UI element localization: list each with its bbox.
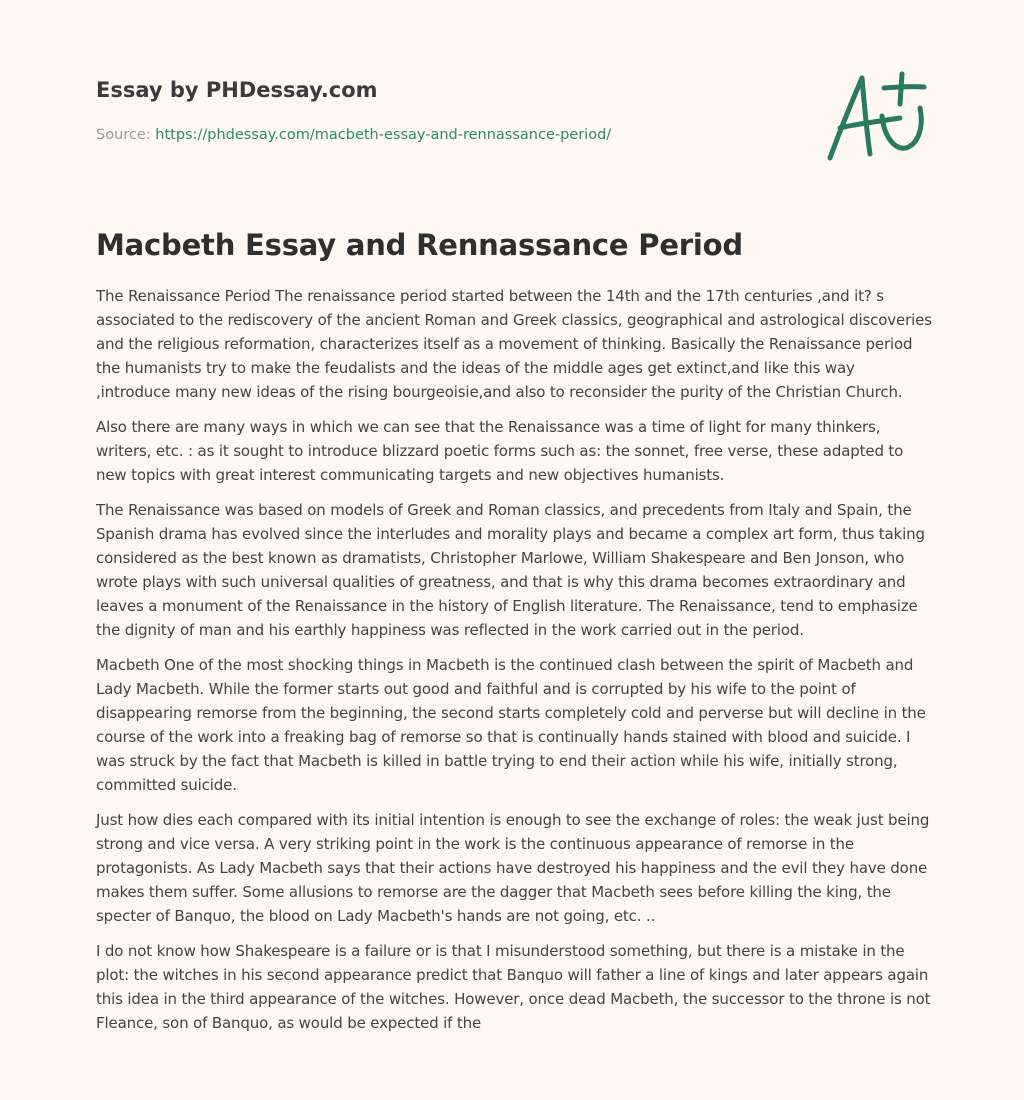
essay-title: Macbeth Essay and Rennassance Period: [96, 228, 743, 262]
site-title: Essay by PHDessay.com: [96, 78, 378, 102]
site-header: [96, 76, 796, 145]
essay-paragraph: The Renaissance Period The renaissance period started between the 14th and the 17th centuries ,and it? s associated to the rediscovery of the ancient Roman and Greek classics, geographical and astrological discoveries and the religious reformation, characterizes itself as a movement of thinking. Basically the Renaissance period the humanists try to make the feudalists and the ideas of the middle ages get extinct,and like this way ,introduce many new ideas of the rising bourgeoisie,and also to reconsider the purity of the Christian Church.: [96, 287, 932, 401]
essay-body: [96, 284, 932, 1046]
essay-paragraph: I do not know how Shakespeare is a failure or is that I misunderstood something, but there is a mistake in the plot: the witches in his second appearance predict that Banquo will father a line of kings and later appears again this idea in the third appearance of the witches. However, once dead Macbeth, the successor to the throne is not Fleance, son of Banquo, as would be expected if the: [96, 942, 931, 1032]
essay-paragraph: The Renaissance was based on models of Greek and Roman classics, and precedents from Italy and Spain, the Spanish drama has evolved since the interludes and morality plays and became a complex art form, thus taking considered as the best known as dramatists, Christopher Marlowe, William Shakespeare and Ben Jonson, who wrote plays with such universal qualities of greatness, and that is why this drama becomes extraordinary and leaves a monument of the Renaissance in the history of English literature. The Renaissance, tend to emphasize the dignity of man and his earthly happiness was reflected in the work carried out in the period.: [96, 501, 925, 639]
essay-paragraph: Also there are many ways in which we can see that the Renaissance was a time of light for many thinkers, writers, etc. : as it sought to introduce blizzard poetic forms such as: the sonnet, free verse, these adapted to new topics with great interest communicating targets and new objectives humanists.: [96, 418, 904, 484]
a-plus-logo-icon: [820, 66, 930, 166]
essay-paragraph: Macbeth One of the most shocking things in Macbeth is the continued clash between the spirit of Macbeth and Lady Macbeth. While the former starts out good and faithful and is corrupted by his wife to the point of disappearing remorse from the beginning, the second starts completely cold and perverse but will decline in the course of the work into a freaking bag of remorse so that is continually hands stained with blood and suicide. I was struck by the fact that Macbeth is killed in battle trying to end their action while his wife, initially strong, committed suicide.: [96, 656, 926, 794]
essay-paragraph: Just how dies each compared with its initial intention is enough to see the exchange of roles: the weak just being strong and vice versa. A very striking point in the work is the continuous appearance of remorse in the protagonists. As Lady Macbeth says that their actions have destroyed his happiness and the evil they have done makes them suffer. Some allusions to remorse are the dagger that Macbeth sees before killing the king, the specter of Banquo, the blood on Lady Macbeth's hands are not going, etc. ..: [96, 811, 930, 925]
source-link[interactable]: https://phdessay.com/macbeth-essay-and-rennassance-period/: [155, 127, 612, 143]
source-label: Source:: [96, 127, 151, 143]
source-line: [96, 125, 796, 145]
